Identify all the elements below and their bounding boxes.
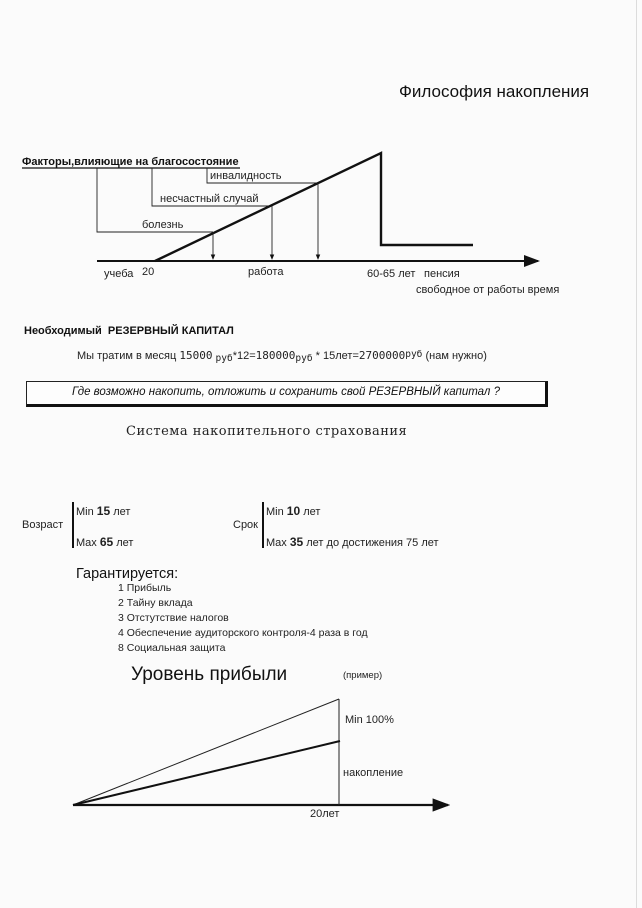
- label-work: работа: [248, 266, 284, 278]
- calc-monthly: 15000: [179, 349, 213, 362]
- accumulation-label: накопление: [343, 767, 404, 779]
- term-max: Max 35 лет до достижения 75 лет: [266, 535, 439, 549]
- guarantee-item: 3 Отстутствие налогов: [118, 612, 229, 624]
- factor-illness: болезнь: [142, 219, 184, 231]
- calc-times-15: * 15лет=: [315, 350, 359, 362]
- page-title: Философия накопления: [399, 82, 590, 101]
- reserve-heading-caps: РЕЗЕРВНЫЙ КАПИТАЛ: [107, 325, 234, 337]
- years-label: 20лет: [310, 808, 340, 820]
- calc-suffix: (нам нужно): [425, 350, 487, 362]
- calc-yearly: 180000: [255, 349, 296, 362]
- system-title: Система накопительного страхования: [126, 424, 408, 439]
- profit-note: (пример): [343, 670, 383, 681]
- question-box: [26, 381, 548, 407]
- calc-currency-3: руб: [405, 349, 423, 360]
- term-bracket: [262, 502, 264, 548]
- label-pension: пенсия: [424, 268, 460, 280]
- reserve-calculation: [77, 349, 487, 362]
- age-bracket: [72, 502, 74, 548]
- reserve-heading-prefix: Необходимый: [24, 325, 102, 337]
- calc-times-12: *12=: [232, 350, 256, 362]
- age-label: Возраст: [22, 519, 64, 531]
- label-free-time: свободное от работы время: [416, 284, 560, 296]
- calc-total: 2700000: [358, 349, 406, 362]
- factor-accident: несчастный случай: [160, 193, 259, 205]
- age-max: Max 65 лет: [76, 535, 134, 549]
- label-retire-age: 60-65 лет: [367, 268, 416, 280]
- calc-prefix: Мы тратим в месяц: [77, 350, 177, 362]
- calc-currency-1: руб: [215, 353, 233, 364]
- question-text: Где возможно накопить, отложить и сохранить свой РЕЗЕРВНЫЙ капитал ?: [71, 386, 501, 398]
- term-label: Срок: [233, 519, 258, 531]
- factors-heading: Факторы,влияющие на благосостояние: [22, 156, 239, 168]
- calc-currency-2: руб: [295, 353, 313, 364]
- income-curve: [155, 153, 473, 261]
- factor-disability: инвалидность: [210, 170, 282, 182]
- min-percent-label: Min 100%: [345, 714, 394, 726]
- guarantee-item: 1 Прибыль: [118, 582, 172, 594]
- guarantee-item: 8 Социальная защита: [118, 642, 226, 654]
- guarantees-heading: Гарантируется:: [76, 566, 179, 582]
- label-study: учеба: [104, 268, 134, 280]
- age-min: Min 15 лет: [76, 504, 131, 518]
- guarantee-item: 2 Тайну вклада: [118, 597, 193, 609]
- profit-line: [73, 699, 339, 805]
- reserve-heading: [24, 325, 234, 337]
- guarantee-item: 4 Обеспечение аудиторского контроля-4 раза в год: [118, 627, 368, 639]
- accumulation-line: [73, 741, 340, 805]
- term-min: Min 10 лет: [266, 504, 321, 518]
- label-age-20: 20: [142, 266, 155, 278]
- profit-title: Уровень прибыли: [131, 664, 288, 685]
